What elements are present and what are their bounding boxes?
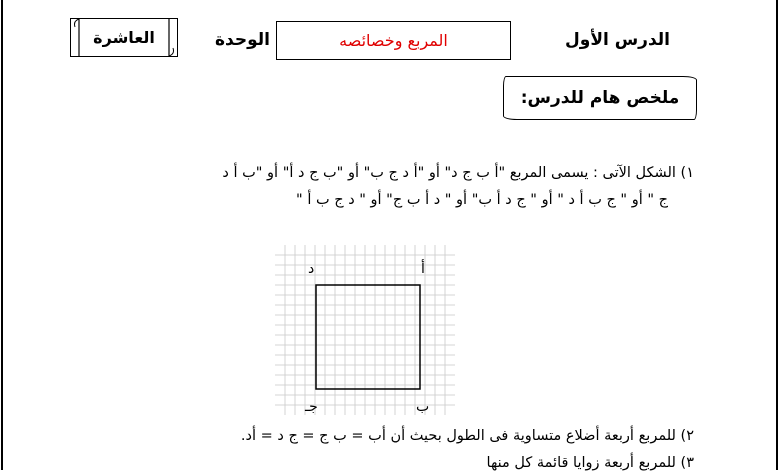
paragraph-1-line-2: ج " أو " ج ب أ د " أو " ج د أ ب" أو " د أ ب ج" أو " د ج ب أ " bbox=[296, 192, 668, 208]
paragraph-3-partial: ٣) للمربع أربعة زوايا قائمة كل منها bbox=[486, 455, 694, 471]
paragraph-2: ٢) للمربع أربعة أضلاع متساوية فى الطول بحيث أن أب = ب ج = ج د = أد. bbox=[240, 428, 694, 444]
lesson-title-box bbox=[276, 21, 511, 60]
page-border-left bbox=[1, 0, 3, 470]
summary-title-box bbox=[503, 76, 697, 120]
unit-value-box bbox=[70, 18, 178, 57]
square-figure bbox=[275, 245, 475, 425]
lesson-title: المربع وخصائصه bbox=[339, 31, 448, 50]
lesson-label: الدرس الأول bbox=[565, 30, 670, 50]
vertex-label-top-right: أ bbox=[421, 261, 425, 277]
vertex-label-top-left: د bbox=[308, 261, 315, 277]
square-shape bbox=[316, 285, 420, 389]
unit-label: الوحدة bbox=[215, 30, 270, 50]
summary-title: ملخص هام للدرس: bbox=[520, 88, 680, 108]
paragraph-1-line-1: ١) الشكل الآتى : يسمى المربع "أ ب ج د" أو "أ د ج ب" أو "ب ج د أ" أو "ب أ د bbox=[222, 165, 694, 181]
vertex-label-bottom-right: ب bbox=[416, 399, 430, 415]
vertex-label-bottom-left: جـ bbox=[305, 399, 318, 415]
page-border-right bbox=[776, 0, 778, 470]
unit-value: العاشرة bbox=[93, 28, 155, 47]
